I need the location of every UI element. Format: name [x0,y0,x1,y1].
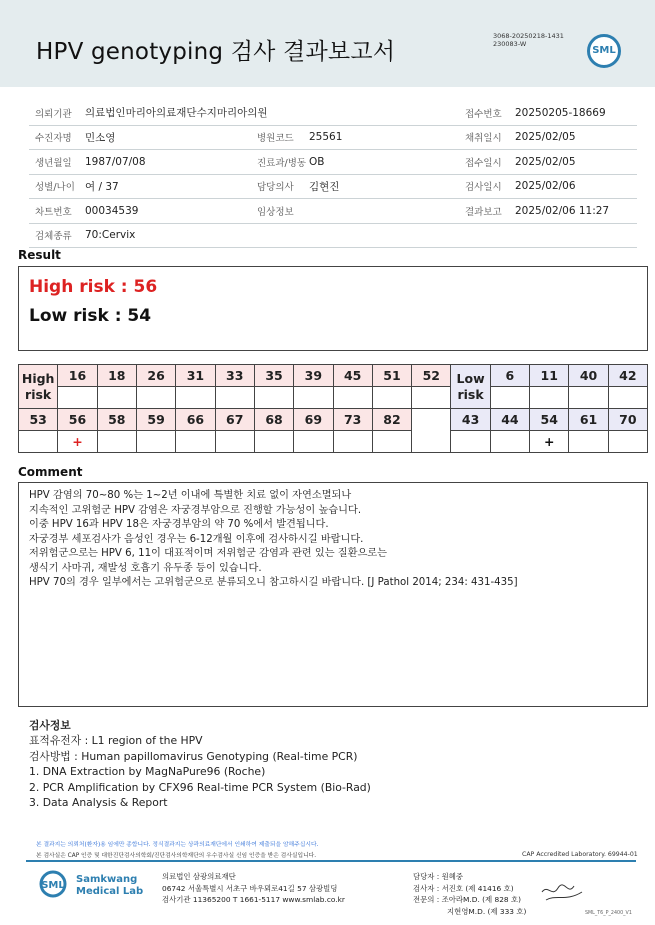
genotype-cell: 42 [608,365,647,387]
genotype-cell: 33 [215,365,254,387]
genotype-cell: 53 [19,409,58,431]
patient-value: 민소영 [85,125,251,150]
genotype-result-cell [372,431,411,453]
dept-label: 진료과/병동 [251,150,309,175]
birth-label: 생년월일 [29,150,85,175]
institution-label: 의뢰기관 [29,101,85,125]
genotype-result-cell [215,387,254,409]
institution-value: 의료법인마리아의료재단수지마리아의원 [85,101,459,125]
positive-mark-54: + [530,431,569,453]
genotype-cell: 11 [530,365,569,387]
genotype-result-cell [451,431,490,453]
genotype-result-cell [215,431,254,453]
genotype-cell: 26 [136,365,175,387]
genotype-result-cell [608,387,647,409]
genotype-result-cell [412,387,451,409]
receipt-date-label: 접수일시 [459,150,515,175]
receipt-no-label: 접수번호 [459,101,515,125]
genotype-cell: 54 [530,409,569,431]
genotype-cell: 35 [254,365,293,387]
report-label: 결과보고 [459,199,515,224]
genotype-result-cell [254,431,293,453]
receipt-date-value: 2025/02/05 [515,150,637,175]
report-date-value: 2025/02/06 11:27 [515,199,637,224]
low-risk-header: Low risk [451,365,490,409]
receipt-no-value: 20250205-18669 [515,101,637,125]
doctor-label: 담당의사 [251,174,309,199]
notice-accreditation: 본 검사실은 CAP 인증 및 대한진단검사의학회/진단검사의학재단의 우수검사실 신임 인증을 받은 검사실입니다. [36,853,317,859]
method-step: 2. PCR Amplification by CFX96 Real-time PCR System (Bio-Rad) [29,780,371,794]
genotype-cell: 6 [490,365,529,387]
genotype-table [18,364,648,453]
genotype-cell: 39 [294,365,333,387]
genotype-result-cell [490,387,529,409]
genotype-cell: 67 [215,409,254,431]
comment-line: HPV 70의 경우 일부에서는 고위험군으로 분류되오니 참고하시길 바랍니다. [J Pathol 2014; 234: 431-435] [29,577,518,588]
genotype-cell: 18 [97,365,136,387]
genotype-cell: 40 [569,365,608,387]
sml-logo: SML [587,34,621,68]
genotype-result-cell [294,387,333,409]
genotype-cell: 73 [333,409,372,431]
sex-age-value: 여 / 37 [85,174,251,199]
comment-line: 저위험군으로는 HPV 6, 11이 대표적이며 저위험군 감염과 관련 있는 질환으로는 [29,548,387,559]
positive-mark-56: + [58,431,97,453]
comment-box [18,482,648,707]
genotype-cell: 52 [412,365,451,387]
genotype-result-cell [333,387,372,409]
report-title: HPV genotyping 검사 결과보고서 [36,39,396,65]
comment-line: HPV 감염의 70~80 %는 1~2년 이내에 특별한 치료 없이 자연소멸되나 [29,490,352,501]
genotype-cell: 45 [333,365,372,387]
clinical-value [309,199,459,224]
genotype-result-cell [333,431,372,453]
specimen-value: 70:Cervix [85,223,637,248]
target-gene: 표적유전자 : L1 region of the HPV [29,734,203,748]
notice-blue: 본 결과지는 의뢰처(환자)용 임에만 종합니다. 정식결과지는 상곽의료재단에서 인쇄하여 제출되을 암해주십시다. [36,842,319,848]
collect-date-value: 2025/02/05 [515,125,637,150]
genotype-cell: 56 [58,409,97,431]
chart-no-label: 차트번호 [29,199,85,224]
method-step: 3. Data Analysis & Report [29,796,168,810]
genotype-cell: 69 [294,409,333,431]
comment-line: 자궁경부 세포검사가 음성인 경우는 6-12개월 이후에 검사하시길 바랍니다. [29,533,364,545]
high-risk-header: High risk [19,365,58,409]
genotype-result-cell [136,431,175,453]
samkwang-logo-icon [35,869,75,899]
footer-signatories: 담당자 : 원혜중 검사자 : 서진호 (제 41416 호) 전문의 : 조아라M.D. (제 828 호) 지현영M.D. (제 333 호) [413,872,527,916]
comment-heading: Comment [18,465,83,479]
genotype-cell: 59 [136,409,175,431]
comment-line: 지속적인 고위험군 HPV 감염은 자궁경부암으로 진행할 가능성이 높습니다. [29,504,362,516]
genotype-cell: 44 [490,409,529,431]
genotype-cell: 82 [372,409,411,431]
genotype-result-cell [569,387,608,409]
document-number: 3068-20250218-1431 230083-W [493,32,564,48]
genotype-result-cell [176,387,215,409]
footer-brand: Samkwang Medical Lab [76,874,144,897]
chart-no-value: 00034539 [85,199,251,224]
hospital-code-label: 병원코드 [251,125,309,150]
genotype-result-cell [97,431,136,453]
genotype-result-cell [608,431,647,453]
result-box [18,266,648,351]
genotype-result-cell [490,431,529,453]
collect-date-label: 채취일시 [459,125,515,150]
footer-address: 의료법인 삼광의료재단 06742 서울특별시 서초구 바우뫼로41길 57 삼광빌딩 검사기관 11365200 T 1661-5117 www.smlab.co.kr [162,872,345,904]
genotype-result-cell [294,431,333,453]
genotype-result-cell [254,387,293,409]
genotype-result-cell [136,387,175,409]
patient-info-table [29,101,637,248]
genotype-cell: 31 [176,365,215,387]
genotype-result-cell [19,431,58,453]
genotype-cell: 70 [608,409,647,431]
genotype-result-cell [569,431,608,453]
specimen-label: 검체종류 [29,223,85,248]
comment-line: 생식기 사마귀, 재발성 호흡기 유두종 등이 있습니다. [29,562,262,574]
svg-text:SML: SML [41,880,65,891]
sex-age-label: 성별/나이 [29,174,85,199]
genotype-result-cell [530,387,569,409]
genotype-cell: 66 [176,409,215,431]
cap-accreditation: CAP Accredited Laboratory. 69944-01 [522,851,638,858]
test-date-value: 2025/02/06 [515,174,637,199]
test-method: 검사방법 : Human papillomavirus Genotyping (Real-time PCR) [29,749,358,763]
genotype-result-cell [176,431,215,453]
test-date-label: 검사일시 [459,174,515,199]
signature-icon [538,880,588,910]
genotype-cell: 43 [451,409,490,431]
patient-label: 수진자명 [29,125,85,150]
genotype-result-cell [372,387,411,409]
genotype-cell: 16 [58,365,97,387]
comment-line: 이중 HPV 16과 HPV 18은 자궁경부암의 약 70 %에서 발견됩니다. [29,519,329,530]
birth-value: 1987/07/08 [85,150,251,175]
hospital-code-value: 25561 [309,125,459,150]
footer-divider [26,860,636,862]
method-step: 1. DNA Extraction by MagNaPure96 (Roche) [29,765,266,779]
genotype-result-cell [97,387,136,409]
genotype-cell: 51 [372,365,411,387]
doctor-value: 김현진 [309,174,459,199]
genotype-cell: 68 [254,409,293,431]
result-heading: Result [18,248,61,262]
test-info-title: 검사정보 [29,719,71,732]
genotype-cell: 58 [97,409,136,431]
genotype-cell: 61 [569,409,608,431]
test-info [29,718,371,810]
dept-value: OB [309,150,459,175]
genotype-result-cell [58,387,97,409]
genotype-spacer-cell [412,409,451,453]
high-risk-result: High risk : 56 [29,277,158,297]
report-header [0,0,655,87]
clinical-label: 임상정보 [251,199,309,224]
low-risk-result: Low risk : 54 [29,306,152,326]
form-code: SML_T6_P_2400_V1 [585,911,632,916]
